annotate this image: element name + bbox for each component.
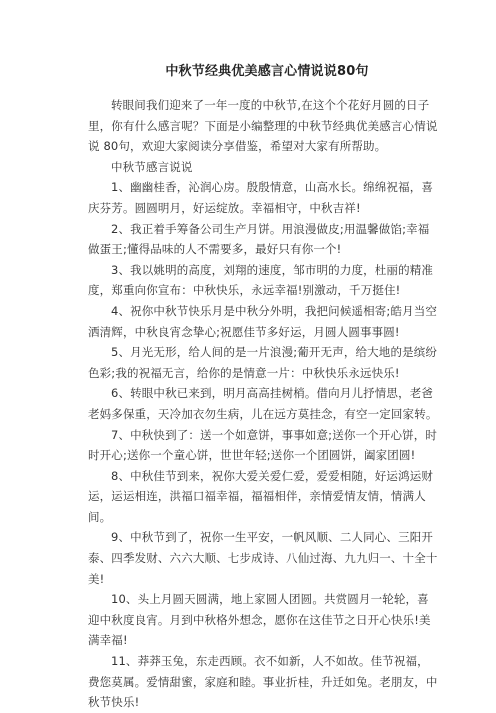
- intro-paragraph: 转眼间我们迎来了一年一度的中秋节,在这个个花好月圆的日子里，你有什么感言呢？下面是小编整理的中秋节经典优美感言心情说说 80句，欢迎大家阅读分享借鉴，希望对大家有所帮助。: [88, 98, 438, 154]
- document-title: 中秋节经典优美感言心情说说80句: [165, 64, 369, 79]
- list-item: 9、中秋节到了，祝你一生平安，一帆风顺、二人同心、三阳开泰、四季发财、六六大顺、七步成诗、八仙过海、九九归一、十全十美!: [88, 530, 438, 586]
- list-item: 1、幽幽桂香，沁润心房。殷殷情意，山高水长。绵绵祝福，喜庆芬芳。圆圆明月，好运绽放。幸福相守，中秋吉祥!: [88, 180, 434, 215]
- list-item: 6、转眼中秋已来到，明月高高挂树梢。借向月儿抒情思，老爸老妈多保重，天冷加衣勿生病，儿在远方莫挂念，有空一定回家转。: [88, 386, 438, 421]
- section-heading: 中秋节感言说说: [111, 159, 193, 174]
- list-item: 8、中秋佳节到来，祝你大爱关爱仁爱，爱爱相随，好运鸿运财运，运运相连，洪福口福幸福，福福相伴，亲情爱情友情，情满人间。: [88, 468, 434, 524]
- list-item: 5、月光无形，给人间的是一片浪漫;葡开无声，给大地的是缤纷色彩;我的祝福无言，给你的是情意一片：中秋快乐永远快乐!: [88, 345, 438, 380]
- list-item: 3、我以姚明的高度，刘翔的速度，邹市明的力度，杜丽的精准度，郑重向你宣布：中秋快乐，永远幸福!别激动，千万挺住!: [88, 262, 434, 298]
- list-item: 10、头上月圆天圆满，地上家圆人团圆。共赏圆月一轮轮，喜迎中秋度良宵。月到中秋格外想念，愿你在这佳节之日开心快乐!美满幸福!: [88, 592, 431, 648]
- document-body: [88, 95, 442, 713]
- list-item: 4、祝你中秋节快乐月是中秋分外明，我把问候遥相寄;皓月当空洒清辉，中秋良宵念挚心;祝愿佳节多好运，月圆人圆事事圆!: [88, 303, 438, 339]
- list-item: 2、我正着手筹备公司生产月饼。用浪漫做皮;用温馨做馅;幸福做蛋王;懂得品味的人不需要多，最好只有你一个!: [88, 221, 430, 257]
- list-item: 11、莽莽玉兔，东走西顾。衣不如新，人不如故。佳节祝福，费您莫属。爱情甜蜜，家庭和睦。事业折桂，升迁如兔。老朋友，中秋节快乐!: [88, 654, 438, 710]
- list-item: 7、中秋快到了：送一个如意饼，事事如意;送你一个开心饼，时时开心;送你一个童心饼，世世年轻;送你一个团圆饼，阖家团圆!: [88, 427, 438, 463]
